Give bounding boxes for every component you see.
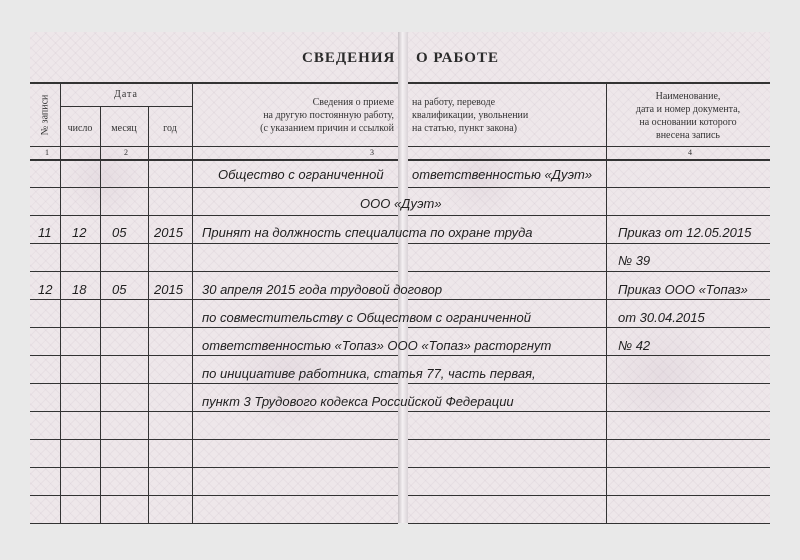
header-bottom-line-right (408, 146, 770, 147)
col-number-3: 3 (370, 148, 374, 157)
col-divider-month (148, 106, 149, 523)
row-rule-line (30, 495, 398, 496)
col-number-1: 1 (45, 148, 49, 157)
row-rule-line (408, 271, 770, 272)
entry-12-text-line4: по инициативе работника, статья 77, часть первая, (202, 366, 536, 381)
numbers-line-right (408, 159, 770, 161)
row-rule-line (30, 215, 398, 216)
title-right: О РАБОТЕ (416, 50, 499, 66)
entry-12-document-line3: № 42 (618, 338, 651, 353)
row-rule-line (408, 439, 770, 440)
col-header-info-left: Сведения о приеме на другую постоянную работу, (с указанием причин и ссылкой (260, 97, 394, 134)
entry-12-document-line2: от 30.04.2015 (618, 310, 705, 325)
entry-12-document-line1: Приказ ООО «Топаз» (618, 282, 748, 297)
entry-12-text-line1: 30 апреля 2015 года трудовой договор (202, 282, 443, 297)
col-header-day: число (67, 123, 93, 134)
col-divider-day (100, 106, 101, 523)
row-rule-line (30, 411, 398, 412)
entry-12-text-line5: пункт 3 Трудового кодекса Российской Федерации (202, 394, 514, 409)
col-header-document: Наименование, дата и номер документа, на основании которого внесена запись (635, 91, 741, 141)
row-rule-line (408, 523, 770, 524)
row-rule-line (30, 187, 398, 188)
entry-12-number: 12 (38, 282, 53, 297)
numbers-line-left (30, 159, 398, 161)
row-rule-line (408, 495, 770, 496)
org-full-name-right: ответственностью «Дуэт» (412, 167, 593, 182)
entry-11-day: 12 (72, 225, 87, 240)
row-rule-line (408, 299, 770, 300)
col-header-date: Дата (114, 89, 138, 100)
row-rule-line (30, 299, 398, 300)
entry-12-text-line2: по совместительству с Обществом с ограниченной (202, 310, 531, 325)
row-rule-line (30, 243, 398, 244)
row-rule-line (408, 355, 770, 356)
row-rule-line (30, 271, 398, 272)
row-rule-line (408, 187, 770, 188)
entry-12-text-line3: ответственностью «Топаз» ООО «Топаз» расторгнут (202, 338, 552, 353)
row-rule-line (408, 411, 770, 412)
header-top-line-right (408, 82, 770, 84)
entry-11-month: 05 (112, 225, 127, 240)
header-top-line-left (30, 82, 398, 84)
row-rule-line (30, 467, 398, 468)
entry-12-month: 05 (112, 282, 127, 297)
col-header-no: № записи (39, 94, 51, 136)
col-divider-doc (606, 82, 607, 523)
col-header-year: год (163, 123, 177, 134)
row-rule-line (408, 327, 770, 328)
row-rule-line (408, 467, 770, 468)
org-full-name-left: Общество с ограниченной (218, 167, 384, 182)
row-rule-line (30, 355, 398, 356)
row-rule-line (408, 243, 770, 244)
entry-12-year: 2015 (154, 282, 183, 297)
col-header-info-right: на работу, переводе квалификации, увольнении на статью, пункт закона) (412, 97, 529, 134)
entry-12-day: 18 (72, 282, 87, 297)
entry-11-year: 2015 (154, 225, 183, 240)
row-rule-line (30, 383, 398, 384)
book-spine (398, 32, 408, 523)
row-rule-line (408, 215, 770, 216)
col-number-2: 2 (124, 148, 128, 157)
col-number-4: 4 (688, 148, 692, 157)
row-rule-line (30, 327, 398, 328)
org-short-name: ООО «Дуэт» (360, 196, 442, 211)
entry-11-number: 11 (38, 225, 52, 240)
row-rule-line (30, 523, 398, 524)
entry-11-document-line1: Приказ от 12.05.2015 (618, 225, 752, 240)
row-rule-line (30, 439, 398, 440)
entry-11-text: Принят на должность специалиста по охране труда (202, 225, 533, 240)
row-rule-line (408, 383, 770, 384)
col-divider-no (60, 82, 61, 523)
col-divider-date (192, 82, 193, 523)
title-left: СВЕДЕНИЯ (302, 50, 396, 66)
col-header-month: месяц (111, 123, 137, 134)
header-bottom-line-left (30, 146, 398, 147)
entry-11-document-line2: № 39 (618, 253, 651, 268)
date-subheader-line (60, 106, 192, 107)
